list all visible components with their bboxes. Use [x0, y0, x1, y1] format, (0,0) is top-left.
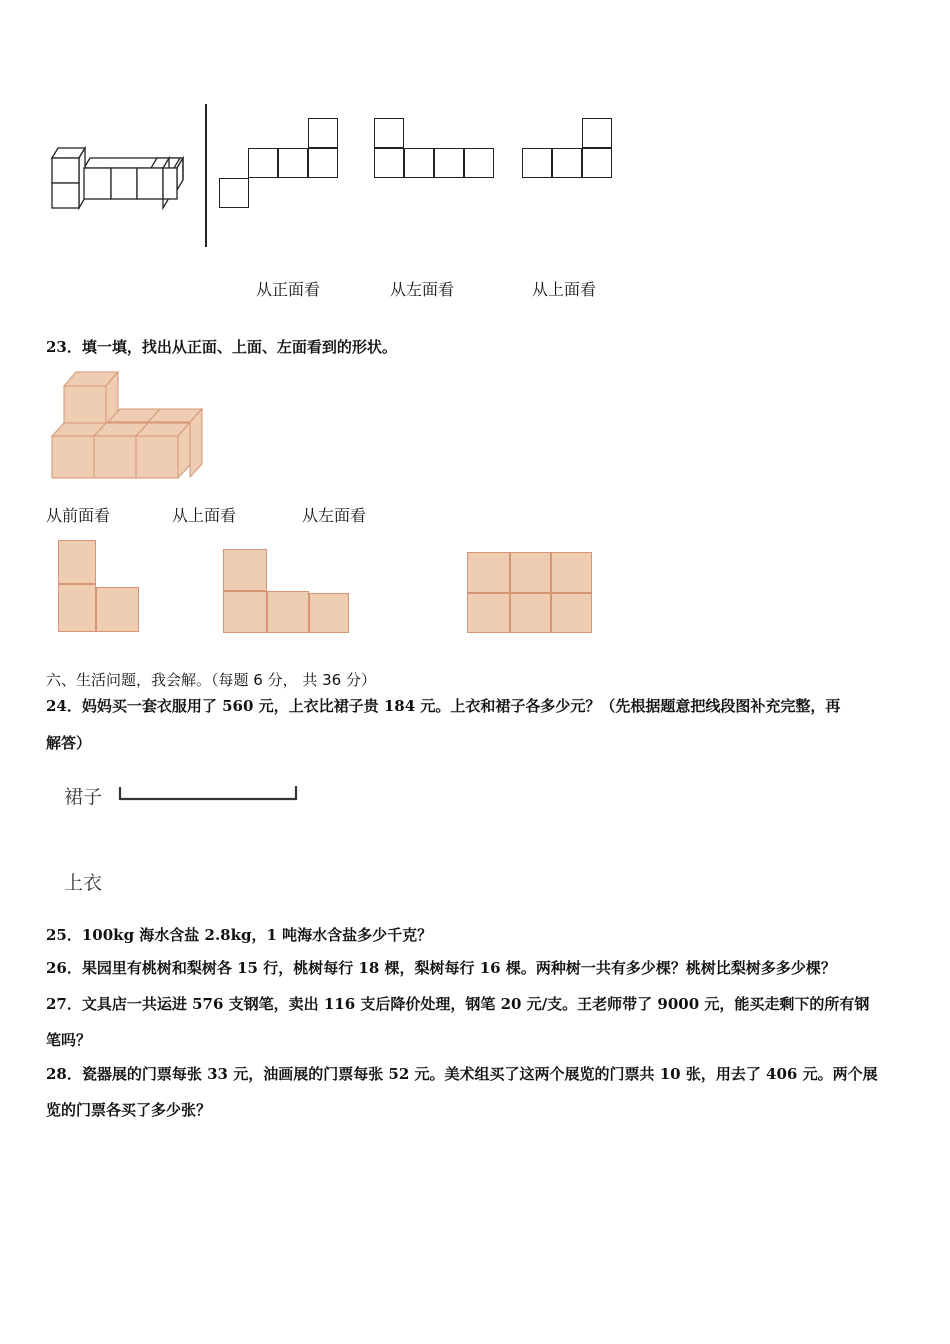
q22-caption-front: 从正面看 — [256, 280, 321, 299]
section6-title: 六、生活问题，我会解。（每题 6 分， 共 36 分） — [46, 671, 376, 689]
q23-caption-front: 从前面看 — [46, 506, 111, 525]
q24-skirt-segment — [116, 783, 302, 805]
q26-text: 26．果园里有桃树和梨树各 15 行，桃树每行 18 棵，梨树每行 16 棵。两种树一共有多少棵？桃树比梨树多多少棵？ — [46, 959, 836, 977]
q22-cube-solid — [45, 140, 190, 215]
q23-caption-left: 从左面看 — [302, 506, 367, 525]
q27-line1: 27．文具店一共运进 576 支钢笔，卖出 116 支后降价处理，钢笔 20 元/支。王老师带了 9000 元，能买走剩下的所有钢 — [46, 995, 870, 1013]
q28-line2: 览的门票各买了多少张？ — [46, 1101, 212, 1119]
q22-caption-top: 从上面看 — [532, 280, 597, 299]
q22-divider — [205, 104, 207, 247]
q25-text: 25．100kg 海水含盐 2.8kg，1 吨海水含盐多少千克？ — [46, 926, 433, 944]
q23-caption-top: 从上面看 — [172, 506, 237, 525]
q24-top-label: 上衣 — [64, 872, 103, 894]
q22-caption-left: 从左面看 — [390, 280, 455, 299]
q28-line1: 28．瓷器展的门票每张 33 元，油画展的门票每张 52 元。美术组买了这两个展览的门票共 10 张，用去了 406 元。两个展 — [46, 1065, 878, 1083]
q23-title: 23．填一填，找出从正面、上面、左面看到的形状。 — [46, 338, 397, 356]
q24-line2: 解答） — [46, 734, 92, 752]
q27-line2: 笔吗？ — [46, 1031, 92, 1049]
q23-cube-solid — [48, 368, 208, 483]
q24-skirt-label: 裙子 — [64, 786, 103, 808]
q24-line1: 24．妈妈买一套衣服用了 560 元，上衣比裙子贵 184 元。上衣和裙子各多少元？（先根据题意把线段图补充完整，再 — [46, 697, 841, 715]
